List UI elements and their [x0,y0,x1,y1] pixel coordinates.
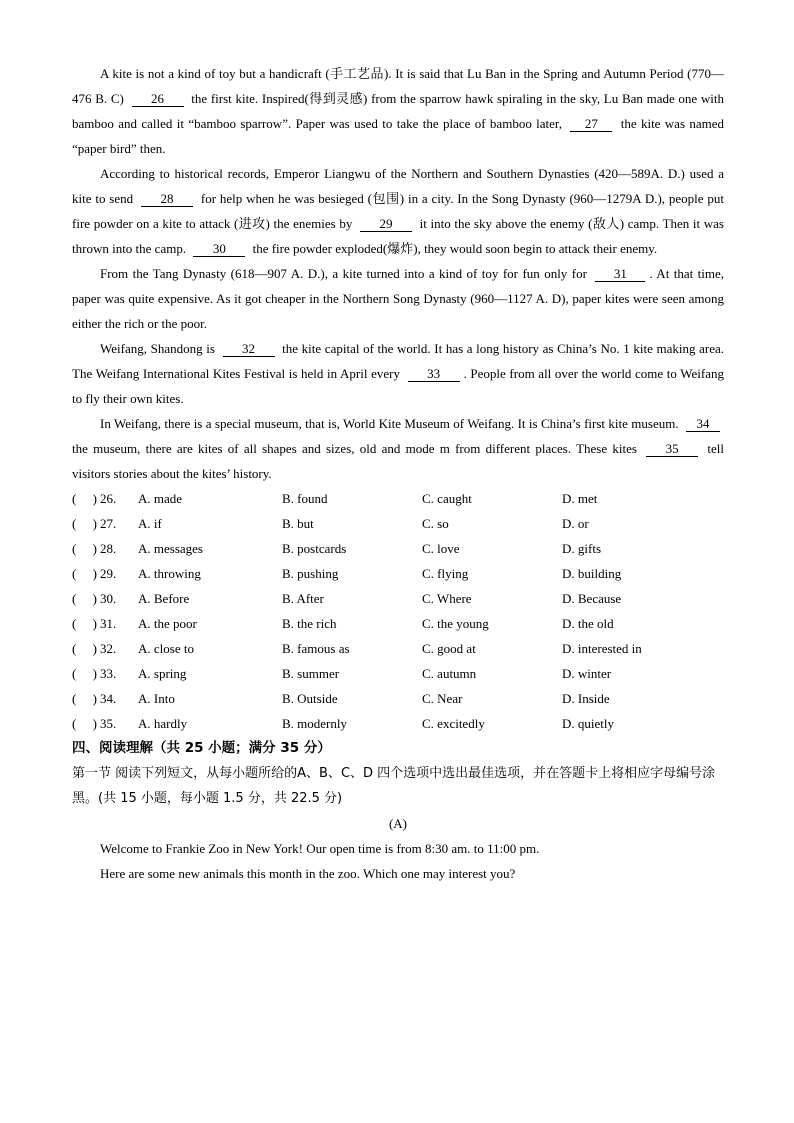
question-row [72,561,724,586]
paragraph-text: Welcome to Frankie Zoo in New York! Our open time is from 8:30 am. to 11:00 pm. [100,841,540,856]
question-row [72,511,724,536]
answer-bracket[interactable]: ( ) [72,491,97,506]
option-a: A. Into [138,691,175,706]
answer-bracket[interactable]: ( ) [72,666,97,681]
option-a: A. close to [138,641,194,656]
paragraph-text: Weifang, Shandong is [100,341,215,356]
paragraph-text: it into the sky above the enemy (敌人) camp. Then it was thrown into the camp. [72,216,724,256]
option-a: A. spring [138,666,187,681]
passage-paragraph-3 [72,261,724,336]
option-b: B. summer [282,666,340,681]
question-number: 35. [100,716,117,731]
option-a: A. messages [138,541,203,556]
paragraph-text: According to historical records, Emperor Liangwu of the Northern and Southern Dynasties (420—589A. D.) used a kite to send [72,166,724,206]
paragraph-text: . People from all over the world come to Weifang to fly their own kites. [72,366,724,406]
paragraph-text: the museum, there are kites of all shapes and sizes, old and mode m from different places. These kites [72,441,637,456]
blank-31[interactable]: 31 [595,266,645,282]
option-a: A. Before [138,591,190,606]
option-b: B. After [282,591,324,606]
passage-a-line-1 [72,836,724,861]
question-number: 28. [100,541,117,556]
option-d: D. interested in [562,641,642,656]
option-a: A. the poor [138,616,197,631]
option-b: B. modernly [282,716,347,731]
option-d: D. Because [562,591,622,606]
option-b: B. postcards [282,541,347,556]
answer-bracket[interactable]: ( ) [72,591,97,606]
answer-bracket[interactable]: ( ) [72,566,97,581]
blank-28[interactable]: 28 [141,191,193,207]
question-number: 34. [100,691,117,706]
question-row [72,711,724,736]
paragraph-text: . At that time, paper was quite expensive. As it got cheaper in the Northern Song Dynasty (960—1127 A. D), paper kites were seen among either the rich or the poor. [72,266,725,331]
option-c: C. Where [422,591,472,606]
option-b: B. pushing [282,566,339,581]
paragraph-text: for help when he was besieged (包围) in a city. In the Song Dynasty (960—1279A D.), people put fire powder on a kite to attack (进攻) the enemies by [72,191,725,231]
answer-bracket[interactable]: ( ) [72,716,97,731]
question-number: 27. [100,516,117,531]
option-d: D. or [562,516,589,531]
option-a: A. hardly [138,716,188,731]
option-d: D. gifts [562,541,601,556]
paragraph-text: From the Tang Dynasty (618—907 A. D.), a kite turned into a kind of toy for fun only for [100,266,587,281]
section-title: 四、阅读理解（共 25 小题；满分 35 分） [72,740,331,756]
question-row [72,486,724,511]
option-d: D. quietly [562,716,614,731]
answer-bracket[interactable]: ( ) [72,691,97,706]
question-list [72,486,724,736]
paragraph-text: the kite capital of the world. It has a long history as China’s No. 1 kite making area. The Weifang International Kites Festival is held in April every [72,341,725,381]
passage-paragraph-1 [72,61,724,161]
blank-32[interactable]: 32 [223,341,275,357]
option-c: C. autumn [422,666,477,681]
answer-bracket[interactable]: ( ) [72,516,97,531]
question-row [72,686,724,711]
option-c: C. love [422,541,460,556]
passage-paragraph-4 [72,336,724,411]
paragraph-text: A kite is not a kind of toy but a handicraft (手工艺品). It is said that Lu Ban in the Spring and Autumn Period (770—476 B. C) [72,66,724,106]
option-c: C. Near [422,691,463,706]
paragraph-text: the kite was named “paper bird” then. [72,116,725,156]
answer-bracket[interactable]: ( ) [72,641,97,656]
blank-35[interactable]: 35 [646,441,698,457]
option-c: C. the young [422,616,489,631]
option-d: D. Inside [562,691,610,706]
paragraph-text: tell visitors stories about the kites’ history. [72,441,725,481]
blank-34[interactable]: 34 [686,416,720,432]
passage-paragraph-5 [72,411,724,486]
question-row [72,586,724,611]
question-number: 31. [100,616,117,631]
option-d: D. winter [562,666,612,681]
option-b: B. found [282,491,328,506]
passage-label: (A) [388,816,408,831]
option-c: C. caught [422,491,472,506]
option-c: C. flying [422,566,469,581]
blank-33[interactable]: 33 [408,366,460,382]
option-b: B. the rich [282,616,337,631]
blank-29[interactable]: 29 [360,216,412,232]
blank-30[interactable]: 30 [193,241,245,257]
option-b: B. but [282,516,314,531]
option-d: D. building [562,566,622,581]
question-number: 26. [100,491,117,506]
option-c: C. so [422,516,449,531]
option-d: D. met [562,491,598,506]
paragraph-text: the first kite. Inspired(得到灵感) from the sparrow hawk spiraling in the sky, Lu Ban made one with bamboo and called it “bamboo sparrow”. Paper was used to take the place of bamboo later, [72,91,725,131]
paragraph-text: Here are some new animals this month in the zoo. Which one may interest you? [100,866,516,881]
answer-bracket[interactable]: ( ) [72,541,97,556]
question-number: 32. [100,641,117,656]
question-number: 33. [100,666,117,681]
passage-paragraph-2 [72,161,724,261]
blank-27[interactable]: 27 [570,116,612,132]
option-b: B. Outside [282,691,338,706]
paragraph-text: the fire powder exploded(爆炸), they would soon begin to attack their enemy. [252,241,658,256]
question-number: 29. [100,566,117,581]
answer-bracket[interactable]: ( ) [72,616,97,631]
section-instruction: 第一节 阅读下列短文，从每小题所给的A、B、C、D 四个选项中选出最佳选项，并在答题卡上将相应字母编号涂黑。(共 15 小题，每小题 1.5 分，共 22.5 分) [72,766,716,806]
question-row [72,611,724,636]
option-a: A. if [138,516,162,531]
option-b: B. famous as [282,641,350,656]
option-c: C. excitedly [422,716,485,731]
option-d: D. the old [562,616,614,631]
blank-26[interactable]: 26 [132,91,184,107]
question-row [72,661,724,686]
passage-a-line-2 [72,861,724,886]
paragraph-text: In Weifang, there is a special museum, that is, World Kite Museum of Weifang. It is China’s first kite museum. [100,416,679,431]
question-row [72,536,724,561]
option-a: A. made [138,491,183,506]
option-c: C. good at [422,641,476,656]
option-a: A. throwing [138,566,201,581]
question-number: 30. [100,591,117,606]
question-row [72,636,724,661]
exam-page [72,61,724,886]
